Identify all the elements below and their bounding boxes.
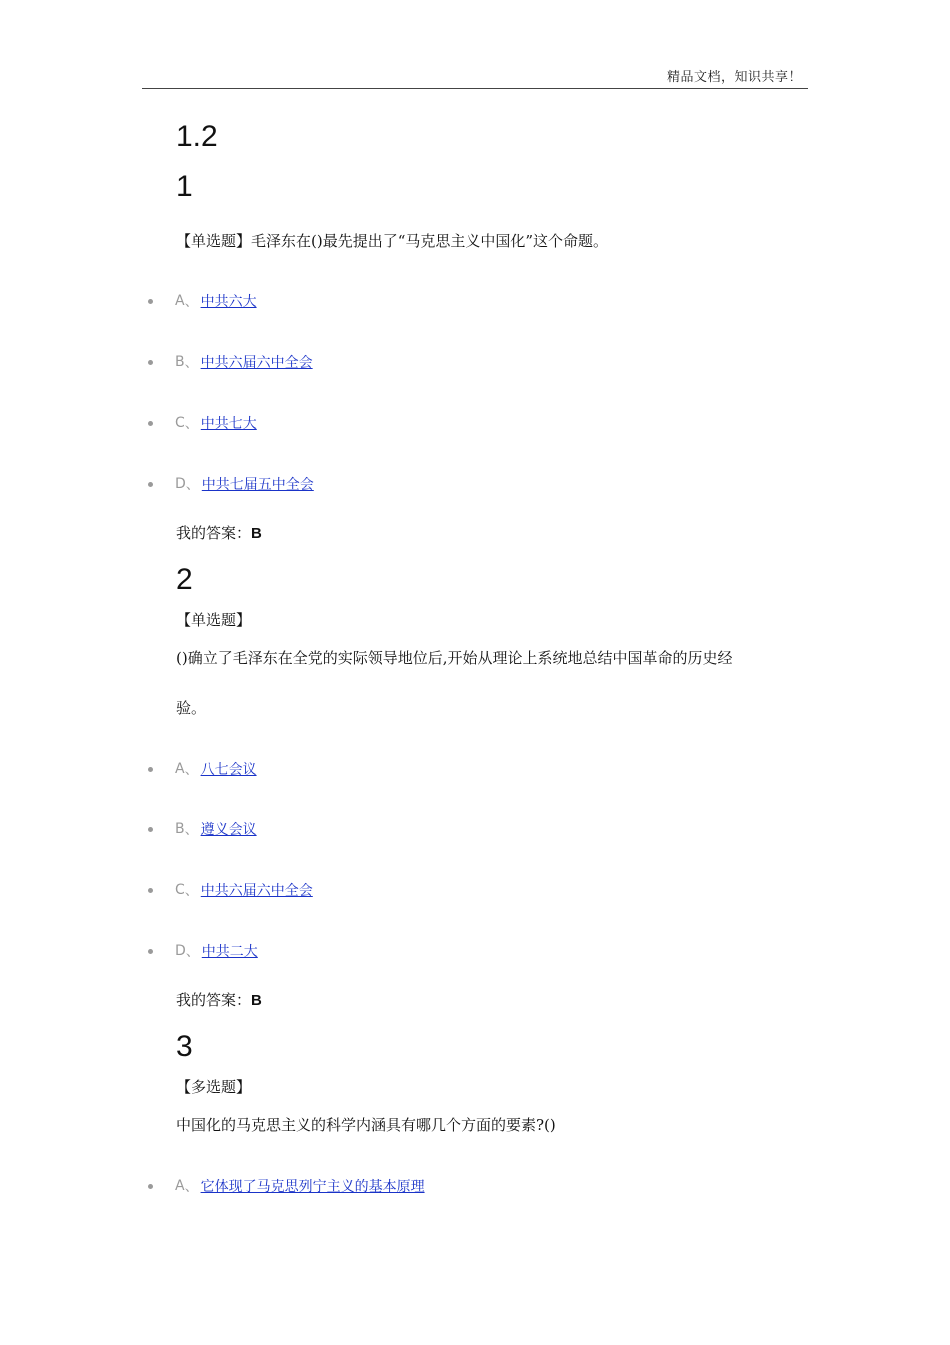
bullet-icon (148, 360, 153, 365)
my-answer (176, 522, 262, 543)
option-item (148, 941, 258, 961)
option-link[interactable]: 中共六大 (200, 294, 257, 310)
bullet-icon (148, 299, 153, 304)
question-stem: ()确立了毛泽东在全党的实际领导地位后,开始从理论上系统地总结中国革命的历史经 (176, 649, 733, 667)
question-number: 3 (176, 1030, 193, 1063)
option-item (148, 1176, 425, 1196)
option-separator: 、 (184, 416, 199, 432)
bullet-icon (148, 827, 153, 832)
option-letter: C (175, 415, 185, 431)
bullet-icon (148, 421, 153, 426)
question-stem-continued: 验。 (176, 699, 207, 717)
option-separator: 、 (184, 355, 199, 371)
option-letter: C (175, 882, 185, 898)
option-item (148, 880, 313, 900)
option-item (148, 413, 257, 433)
option-link[interactable]: 八七会议 (200, 762, 257, 778)
question-stem: 毛泽东在()最先提出了“马克思主义中国化”这个命题。 (251, 232, 609, 250)
section-title: 1.2 (176, 120, 218, 153)
option-link[interactable]: 中共六届六中全会 (200, 355, 313, 371)
option-link[interactable]: 遵义会议 (200, 822, 257, 838)
option-letter: A (175, 293, 185, 309)
option-separator: 、 (184, 294, 199, 310)
option-item (148, 352, 313, 372)
header-text: 精品文档，知识共享！ (666, 70, 802, 85)
option-separator: 、 (184, 822, 199, 838)
option-item (148, 759, 257, 779)
option-letter: D (175, 476, 186, 492)
bullet-icon (148, 949, 153, 954)
option-item (148, 819, 257, 839)
option-link[interactable]: 中共二大 (201, 944, 258, 960)
bullet-icon (148, 1184, 153, 1189)
answer-value: B (251, 525, 262, 542)
question-type: 【单选题】 (176, 232, 252, 250)
question-stem: 中国化的马克思主义的科学内涵具有哪几个方面的要素?() (176, 1116, 556, 1134)
option-item (148, 474, 314, 494)
bullet-icon (148, 767, 153, 772)
page-header (142, 64, 808, 89)
question-number: 2 (176, 563, 193, 596)
option-link[interactable]: 它体现了马克思列宁主义的基本原理 (200, 1179, 425, 1195)
option-letter: A (175, 1178, 185, 1194)
option-letter: B (175, 821, 185, 837)
option-link[interactable]: 中共六届六中全会 (200, 883, 313, 899)
option-letter: A (175, 761, 185, 777)
option-separator: 、 (184, 883, 199, 899)
bullet-icon (148, 888, 153, 893)
option-separator: 、 (185, 944, 200, 960)
option-separator: 、 (184, 762, 199, 778)
bullet-icon (148, 482, 153, 487)
question-type: 【单选题】 (176, 611, 252, 629)
option-separator: 、 (185, 477, 200, 493)
answer-value: B (251, 992, 262, 1009)
option-item (148, 291, 257, 311)
option-letter: B (175, 354, 185, 370)
answer-label: 我的答案： (176, 524, 252, 542)
my-answer (176, 989, 262, 1010)
option-link[interactable]: 中共七届五中全会 (201, 477, 314, 493)
option-link[interactable]: 中共七大 (200, 416, 257, 432)
option-letter: D (175, 943, 186, 959)
question-type: 【多选题】 (176, 1078, 252, 1096)
question-number: 1 (176, 170, 193, 203)
question-text (176, 230, 608, 251)
answer-label: 我的答案： (176, 991, 252, 1009)
option-separator: 、 (184, 1179, 199, 1195)
